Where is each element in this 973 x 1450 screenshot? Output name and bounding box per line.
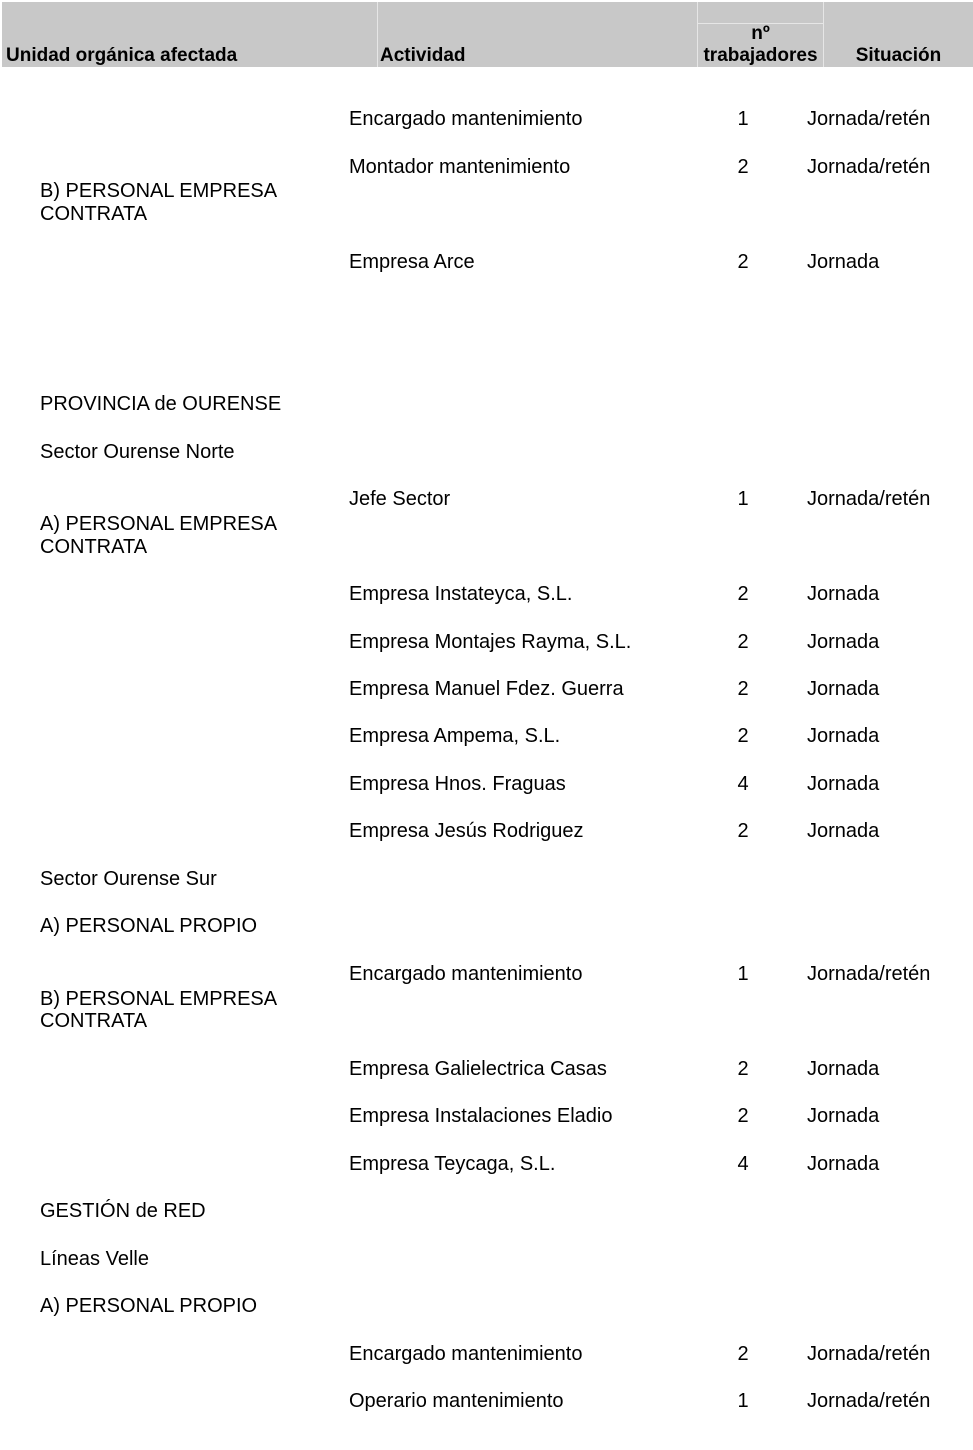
row-actividad: Empresa Galielectrica Casas (349, 1058, 607, 1080)
unit-label: A) PERSONAL EMPRESA (40, 513, 278, 535)
unit-label: Sector Ourense Sur (40, 868, 217, 890)
row-situacion: Jornada (807, 725, 880, 747)
unit-label: CONTRATA (40, 203, 148, 225)
row-num: 2 (737, 631, 749, 653)
row-actividad: Montador mantenimiento (349, 156, 571, 178)
row-num: 1 (737, 108, 749, 130)
row-actividad: Encargado mantenimiento (349, 963, 583, 985)
row-situacion: Jornada/retén (807, 1390, 931, 1412)
row-num: 2 (737, 678, 749, 700)
unit-label: PROVINCIA de OURENSE (40, 393, 282, 415)
row-situacion: Jornada (807, 820, 880, 842)
row-actividad: Empresa Instalaciones Eladio (349, 1105, 613, 1127)
unit-label: B) PERSONAL EMPRESA (40, 180, 278, 202)
row-actividad: Operario mantenimiento (349, 1390, 564, 1412)
row-situacion: Jornada (807, 1058, 880, 1080)
row-num: 2 (737, 1105, 749, 1127)
unit-label: CONTRATA (40, 536, 148, 558)
row-num: 2 (737, 1343, 749, 1365)
unit-label: Sector Ourense Norte (40, 441, 235, 463)
row-situacion: Jornada/retén (807, 156, 931, 178)
row-actividad: Empresa Instateyca, S.L. (349, 583, 573, 605)
header-situacion (824, 2, 973, 67)
unit-label: A) PERSONAL PROPIO (40, 915, 258, 937)
row-actividad: Jefe Sector (349, 488, 451, 510)
row-situacion: Jornada/retén (807, 963, 931, 985)
unit-label: GESTIÓN de RED (40, 1200, 206, 1222)
header-situacion-label: Situación (855, 45, 942, 66)
unit-label: CONTRATA (40, 1010, 148, 1032)
row-actividad: Empresa Manuel Fdez. Guerra (349, 678, 624, 700)
row-situacion: Jornada (807, 1105, 880, 1127)
row-actividad: Empresa Ampema, S.L. (349, 725, 561, 747)
header-num-label-bottom: trabajadores (703, 45, 818, 66)
row-actividad: Empresa Arce (349, 251, 475, 273)
row-num: 1 (737, 963, 749, 985)
row-num: 4 (737, 773, 749, 795)
row-actividad: Encargado mantenimiento (349, 108, 583, 130)
unit-label: A) PERSONAL PROPIO (40, 1295, 258, 1317)
unit-label: Líneas Velle (40, 1248, 149, 1270)
row-num: 1 (737, 1390, 749, 1412)
row-num: 2 (737, 820, 749, 842)
row-num: 2 (737, 251, 749, 273)
row-situacion: Jornada/retén (807, 488, 931, 510)
row-situacion: Jornada (807, 1153, 880, 1175)
row-actividad: Encargado mantenimiento (349, 1343, 583, 1365)
header-unidad-label: Unidad orgánica afectada (6, 45, 238, 66)
header-num-trabajadores (698, 2, 824, 67)
row-num: 2 (737, 725, 749, 747)
row-actividad: Empresa Jesús Rodriguez (349, 820, 584, 842)
row-situacion: Jornada/retén (807, 1343, 931, 1365)
header-num-label-top: nº (751, 23, 770, 44)
header-unidad (2, 2, 378, 67)
row-situacion: Jornada (807, 583, 880, 605)
row-num: 4 (737, 1153, 749, 1175)
unit-label: B) PERSONAL EMPRESA (40, 988, 278, 1010)
row-actividad: Empresa Montajes Rayma, S.L. (349, 631, 632, 653)
row-situacion: Jornada (807, 773, 880, 795)
table-header (2, 2, 973, 67)
row-situacion: Jornada (807, 631, 880, 653)
row-num: 1 (737, 488, 749, 510)
row-num: 2 (737, 583, 749, 605)
row-situacion: Jornada (807, 678, 880, 700)
row-situacion: Jornada (807, 251, 880, 273)
row-actividad: Empresa Hnos. Fraguas (349, 773, 566, 795)
row-situacion: Jornada/retén (807, 108, 931, 130)
row-num: 2 (737, 156, 749, 178)
header-actividad-label: Actividad (380, 45, 466, 66)
header-actividad (378, 2, 698, 67)
row-num: 2 (737, 1058, 749, 1080)
row-actividad: Empresa Teycaga, S.L. (349, 1153, 556, 1175)
